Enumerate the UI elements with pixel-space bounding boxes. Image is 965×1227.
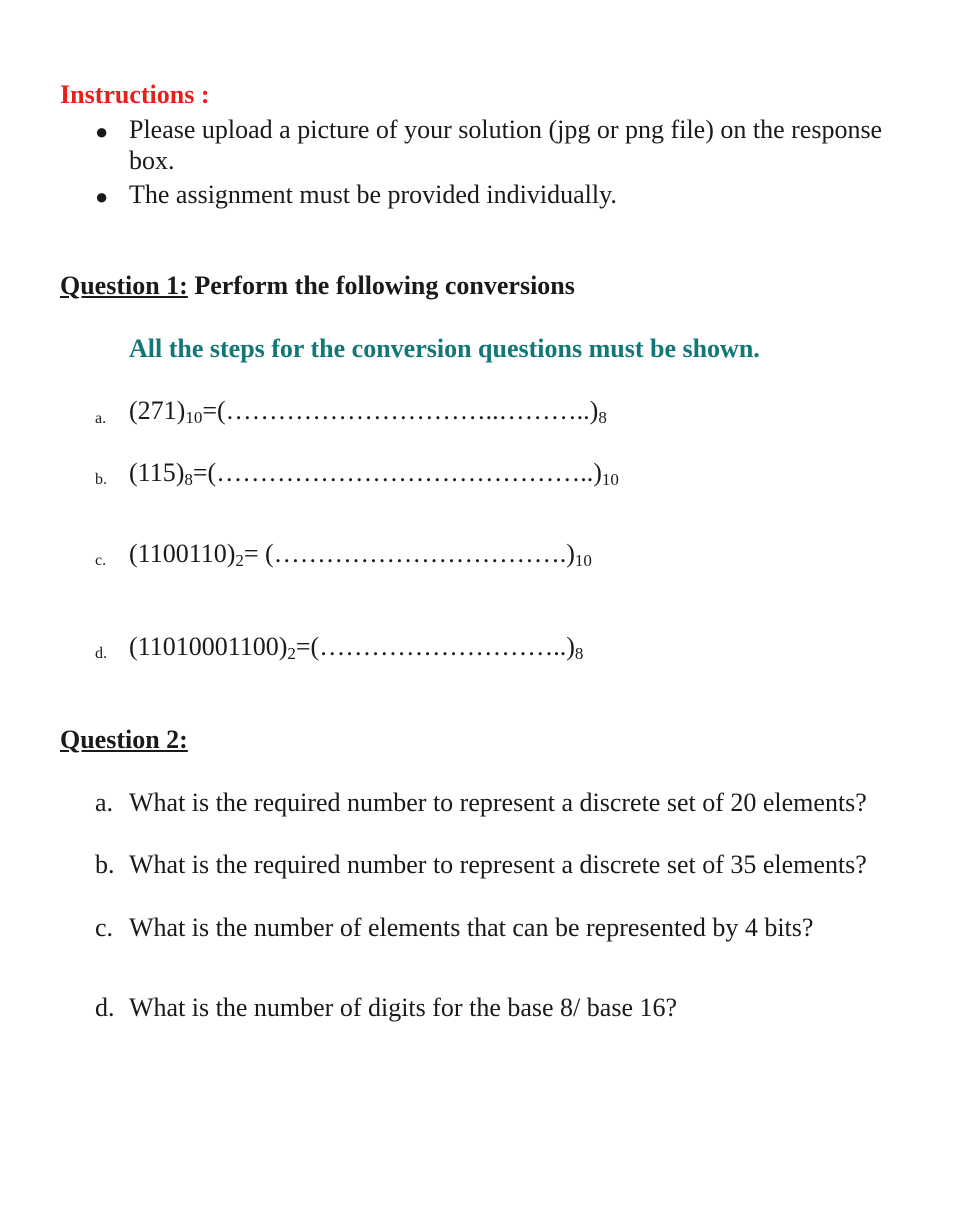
q2-item-a-text: What is the required number to represent a discrete set of 20 elements? (129, 788, 867, 817)
q1-item-a-conversion: $(271)_{10}=(\dots\dots\dots\dots\dots\dots\dots\dots\dots\dots..\dots\dots\dots..)_8$ (129, 396, 607, 427)
instruction-bullet-individual: The assignment must be provided individually. (129, 180, 617, 209)
answer-blank: ……………………………. (273, 539, 567, 568)
answer-blank: …………………………..……….. (225, 396, 590, 425)
answer-blank: …………………………………….. (216, 458, 594, 487)
bullet-dot-icon: ● (95, 119, 109, 144)
q1-item-b-letter: b. (95, 471, 107, 488)
q2-item-d-text: What is the number of digits for the base 8/ base 16? (129, 993, 678, 1022)
answer-blank: ……………………….. (319, 632, 567, 661)
instructions-heading: Instructions : (60, 80, 210, 109)
q2-item-b-letter: b. (95, 850, 115, 879)
q1-item-c-conversion: $(1100110)_2=$ $(\dots\dots\dots\dots\dots\dots\dots\dots\dots\dots\dots.)_{10}$ (129, 539, 592, 570)
question-2-heading (60, 725, 188, 755)
question-1-label: Question 1: (60, 271, 188, 300)
q1-item-b-conversion: $(115)_8=(\dots\dots\dots\dots\dots\dots\dots\dots\dots\dots\dots\dots\dots\dots..)_{10}$ (129, 458, 619, 489)
q2-item-b-text: What is the required number to represent a discrete set of 35 elements? (129, 850, 867, 879)
question-2-label: Question 2: (60, 725, 188, 754)
question-1-title: Perform the following conversions (187, 271, 575, 300)
q1-item-a-letter: a. (95, 410, 107, 427)
q2-item-d-letter: d. (95, 993, 115, 1022)
bullet-dot-icon: ● (95, 184, 109, 209)
q1-item-d-letter: d. (95, 645, 107, 662)
q1-item-d-conversion: $(11010001100)_2=(\dots\dots\dots\dots\dots\dots\dots\dots\dots..)_8$ (129, 632, 584, 663)
instruction-bullet-upload: Please upload a picture of your solution (jpg or png file) on the response box. (129, 115, 883, 175)
question-1-heading (60, 271, 575, 301)
q2-item-c-text: What is the number of elements that can be represented by 4 bits? (129, 913, 814, 942)
q2-item-c-letter: c. (95, 913, 114, 942)
conversion-steps-note: All the steps for the conversion questions must be shown. (129, 334, 760, 363)
q1-item-c-letter: c. (95, 552, 107, 569)
q2-item-a-letter: a. (95, 788, 114, 817)
